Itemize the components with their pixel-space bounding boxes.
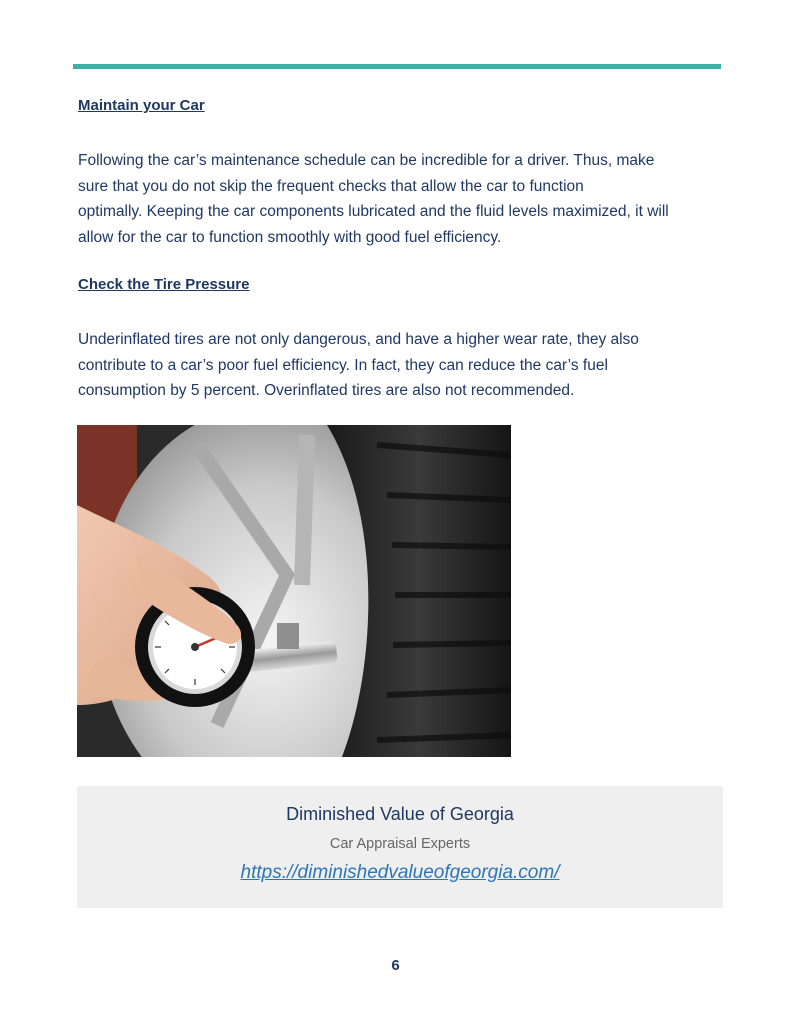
paragraph-maintain bbox=[78, 148, 728, 250]
section-heading-tire-pressure: Check the Tire Pressure bbox=[78, 276, 250, 293]
tire-gauge-illustration bbox=[77, 425, 511, 757]
paragraph-line: allow for the car to function smoothly with good fuel efficiency. bbox=[78, 228, 502, 246]
tire-pressure-gauge-photo bbox=[77, 425, 511, 757]
paragraph-line: optimally. Keeping the car components lubricated and the fluid levels maximized, it will bbox=[78, 203, 669, 220]
paragraph-line: Underinflated tires are not only dangerous, and have a higher wear rate, they also bbox=[78, 331, 639, 348]
page-number: 6 bbox=[391, 957, 400, 974]
paragraph-line: sure that you do not skip the frequent checks that allow the car to function bbox=[78, 177, 584, 195]
paragraph-line: Following the car’s maintenance schedule can be incredible for a driver. Thus, make bbox=[78, 152, 655, 169]
top-divider bbox=[73, 64, 721, 69]
company-tagline: Car Appraisal Experts bbox=[329, 836, 471, 852]
company-website-link[interactable]: https://diminishedvalueofgeorgia.com/ bbox=[240, 862, 560, 883]
paragraph-line: contribute to a car’s poor fuel efficiency. In fact, they can reduce the car’s fuel bbox=[78, 356, 608, 374]
main-content bbox=[78, 96, 728, 404]
company-name: Diminished Value of Georgia bbox=[286, 804, 514, 824]
paragraph-line: consumption by 5 percent. Overinflated tires are also not recommended. bbox=[78, 382, 575, 399]
paragraph-tire-pressure bbox=[78, 327, 728, 404]
section-heading-maintain: Maintain your Car bbox=[78, 97, 205, 114]
footer-branding-box bbox=[77, 786, 723, 908]
